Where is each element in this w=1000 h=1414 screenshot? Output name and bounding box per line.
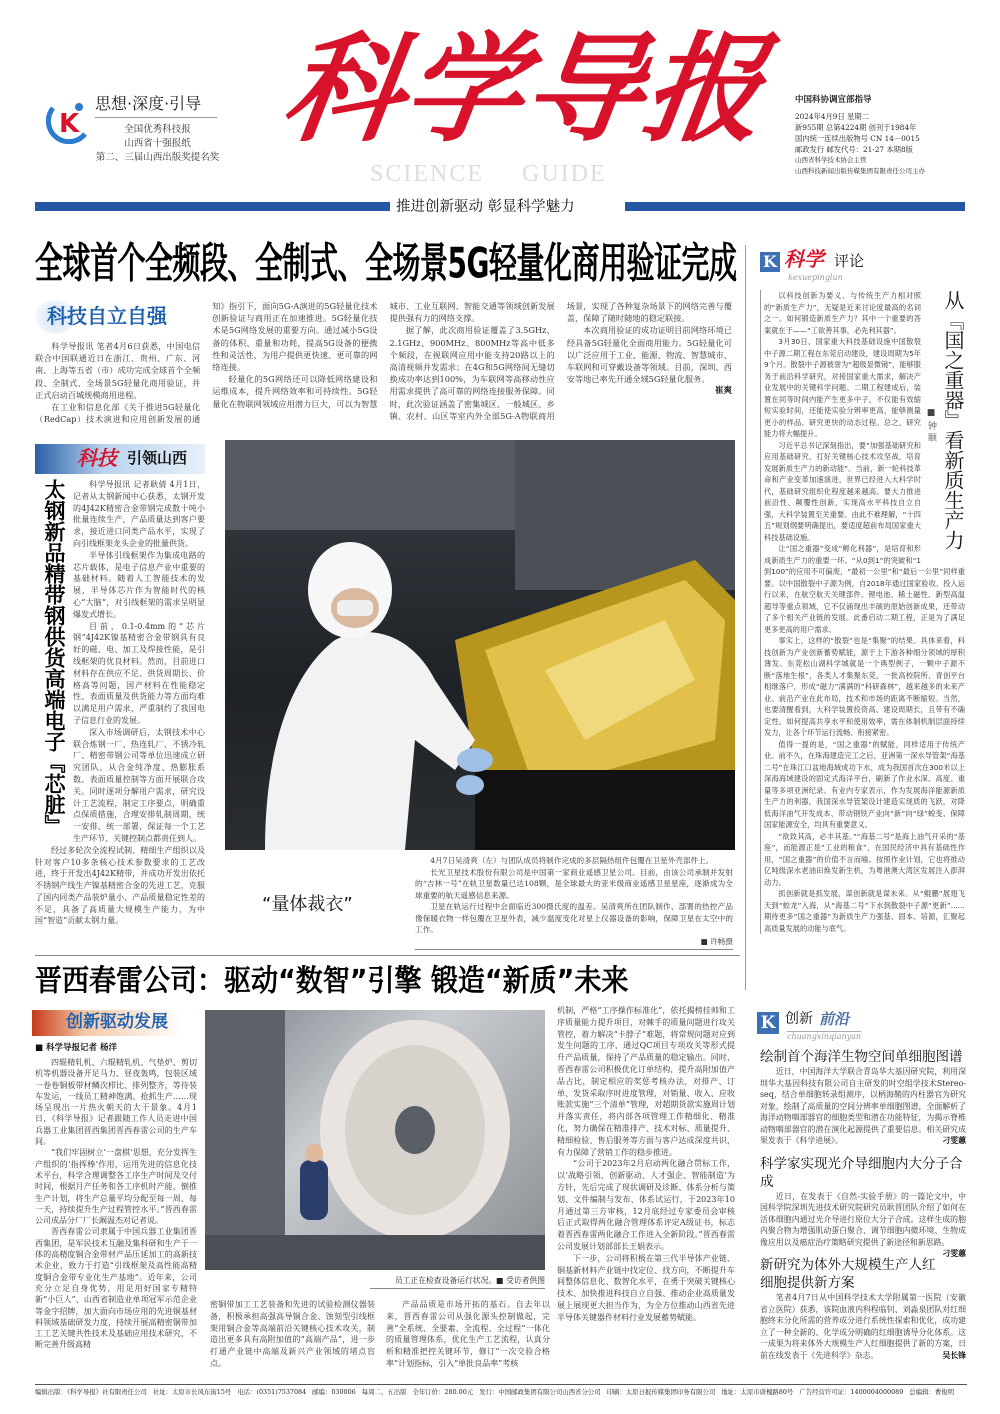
commentary-author: ■ 钟 颐 <box>926 408 936 442</box>
headline-taigang: 太钢新品精带钢供货高端电子『芯脏』 <box>42 479 66 836</box>
headline-5g: 全球首个全频段、全制式、全场景5G轻量化商用验证完成 <box>35 238 737 288</box>
svg-text:K: K <box>59 109 80 139</box>
news-item: 科学家实现光介导细胞内大分子合成 近日，在发表于《自然-实验手册》的一篇论文中，中国科学院深圳先进技术研究院研究员耿晋团队介绍了如何在活体细胞内通过光介导进行原位大分子合成。这样生成的胞内聚合物为增强肌动蛋白聚合、调节细胞内微环境、生物成像应用以及癌症治疗策略研究提供了新途径和新思路。 刁雯蕙 <box>760 1155 966 1258</box>
footer: 编辑出版：《科学导报》社有限责任公司 社址：太原市长风东街15号 电话：(0351)7537084 邮编：030006 每周二、五出版 全年订价：280.00元 发行：中国邮政集团有限公司山西省分公司 印刷：太原日报传媒集团印务有限公司 地址：太原市唐槐路80号 广告经营许可证：1400004000089 总编辑：曹俊明 <box>35 1384 967 1397</box>
masthead-bar-left <box>35 202 390 211</box>
article-jinxi-col2: 密铜带加工工艺装备和先进的试验检测仪器装备，积极承担高强高导铜合金、蚀刻型引线框架用铜合金等高端前沿关键核心技术攻关，制造出更多具有高附加值的“高端产品”，进一步打通产业链中高端及新兴产业领域的堵点盲点。 <box>210 1300 375 1368</box>
news-item: 新研究为体外大规模生产人红细胞提供新方案 笔者4月7日从中国科学技术大学附属第一医院（安徽省立医院）获悉，该院血液内科程临钊、刘淼泉团队对红细胞终末分化所需的营养成分进行系统性探索和优化，成功建立了一种全新的、化学成分明确的红细胞诱导分化体系。这一成果为将来体外大规模生产人红细胞提供了新的方案，日前在线发表于《先进科学》杂志。 吴长锋 <box>760 1257 966 1360</box>
newspaper-title-en: SCIENCE GUIDE <box>370 161 607 187</box>
news-author: 吴长锋 <box>942 1350 966 1360</box>
masthead-logo <box>45 98 91 144</box>
photo-rolling-mill <box>205 1010 545 1270</box>
masthead-slogan: 推进创新驱动 彰显科学魅力 <box>396 199 575 215</box>
section-divider <box>35 955 740 956</box>
masthead-info: 中国科协调宣部指导 2024年4月9日 星期二 新955期 总第4224期 创刊于1984年 国内统一连续出版物号 CN 14－0015 邮政发行 邮发代号：21-27 本期8版 山西省科学技术协会主管 山西科技新闻出版传媒集团有限责任公司主办 <box>795 95 925 175</box>
article-taigang: 太钢新品精带钢供货高端电子『芯脏』 科学导报讯 记者耿倩 4月1日，记者从太钢新闻中心获悉，太钢开发的4J42K精密合金带钢完成数十吨小批量连续生产，产品质量达到客户要求，接近进口同类产品水平，实现了向引线框架龙头企业的批量供货。 半导体引线框架作为集成电路的芯片载体，是电子信息产业中重要的基础材料。随着人工智能技术的发展，半导体芯片作为智能时代的核心“大脑”，对引线框架的需求呈明显爆发式增长。 目前，0.1-0.4mm的“芯片钢”4J42K镍基精密合金带钢具有良好的磁、电、加工及焊接性能，是引线框架的优良材料。然而，目前进口材料存在供应不足、供货周期长、价格高等问题，国产材料在性能稳定性、表面质量及供货能力等方面均难以满足用户需求，严重制约了我国电子信息行业的发展。 深入市场调研后，太钢技术中心联合炼钢一厂、热连轧厂、不锈冷轧厂、精密带钢公司等单位迅速成立研究团队，从合金纯净度、热膨胀系数、表面质量控制等方面开展联合攻关。同时逐项分解用户需求，研究设计工艺流程，制定工序要点，明确重点保质措施，合理安排轧制周期，统一安排、统一部署，保证每一个工艺生产环节、关键控制点都责任到人。 经过多轮次全流程试制、精细生产组织以及针对客户10多条核心技术参数要求的工艺改进，终于开发出4J42K精带，并成功开发出依托不锈钢产线生产镍基精密合金的先进工艺，克服了国内同类产品装炉量小、产品质量稳定性差的不足，具备了高质量大规模生产能力，为中国“智造”贡献太钢力量。 <box>35 479 205 926</box>
frontier-header: K 创新 前沿 chuangxinqianyan <box>757 1010 907 1044</box>
section-label-self-reliance: 科技自立自强 <box>35 300 200 334</box>
photo-satellite-insulation <box>225 440 735 850</box>
news-author: 刁雯蕙 <box>942 1136 966 1145</box>
photo2-caption: 员工正在检查设备运行状况。■ 受访者供图 <box>370 1275 545 1289</box>
masthead-honors: 全国优秀科技报 山西省十强报纸 第二、三届山西出版奖提名奖 <box>95 124 220 163</box>
section-label-shanxi: 科技 引领山西 <box>35 444 205 474</box>
masthead-motto: 思想·深度·引导 <box>95 94 217 118</box>
commentary-body: ■ 钟 颐 以科技创新为要义、与传统生产力相对照的“新质生产力”，无疑是近来讨论度最高的名词之一。如何锻造新质生产力？其中一个重要的答案就在于——“工欲善其事，必先利其器”。 3月30日，国家重大科技基础设施中国散裂中子源二期工程在东莞启动建设，建设周期为5年9个月。散裂中子源被誉为“超级显微镜”，能够服务于前沿科学研究，对接国家重大需求，解决产业发展中的关键科学问题。二期工程建成后，装置在同等时间内能产生更多中子，不仅能有效缩短实验时间，还能使实验分辨率更高，能够测量更小的样品、研究更快的动态过程。总之，研究能力将大幅提升。 习近平总书记深刻指出，要“加强基础研究和应用基础研究，打好关键核心技术攻坚战，培育发展新质生产力的新动能”。当前，新一轮科技革命和产业变革加速演进，世界已经进入大科学时代，基础研究组织化程度越来越高。要大力推进前沿性、颠覆性创新，实现高水平科技自立自强，大科学装置至关重要。由此不难理解，“十四五”规划纲要明确提出，要适度超前布局国家重大科技基础设施。 让“国之重器”变成“孵化利器”，是培育和形成新质生产力的重要一环。“从0到1”的突破和“1到100”的应用不可偏废，“最初一公里”和“最后一公里”同样重要。以中国散裂中子源为例，自2018年通过国家验收、投入运行以来，在航空航天关键部件、锂电池、稀土磁性、新型高温超导等重点领域，它不仅涌现出丰硕的原始创新成果，还带动了多个相关产业链的发展。此番启动二期工程，正是为了满足更多更高的用户需求。 事实上，这样的“散裂”也是“集聚”的结果。具体来看，科技创新为产业创新蓄势赋能，源于上下游各种细分领域的厚积薄发。东莞松山湖科学城就是一个典型例子，一颗中子源不断“落地生根”，各类人才集聚东莞，一批高校院所、青创平台相继落户，形成“磁力”满满的“科研森林”，越来越多的未来产业、前沿产业在此布局，技术和市场的距离不断缩短。当然，也要清醒看到，大科学装置投资高、建设周期长，且带有不确定性。如何提高共享水平和使用效率，需在体制机制层面持续发力，让各个环节运行流畅、衔接紧密。 值得一提的是，“国之重器”的赋能，同样适用于传统产业。前不久，在珠海建造完工之后，亚洲第一深水导管架“海基二号”在珠江口盆地海域成功下水，成为我国首次在300米以上深海海域建设的固定式海洋平台，刷新了作业水深、高度、重量等多项亚洲纪录。有业内专家表示，作为发展海洋能源新质生产力的利器，我国深水导管架设计建造实现质的飞跃，对降低海洋油气开发成本、带动钢铁产业向“新”向“绿”蜕变、保障国家能源安全，均具有重要意义。 “欲致其高，必丰其基。”“海基二号”是海上油气开采的“基座”，而能源正是“工业的粮食”，在国民经济中具有基础性作用，“国之重器”的价值不言而喻。按照作业计划，它也将推动亿吨级深水老油田焕发新生机，为粤港澳大湾区发展注入澎湃动力。 抓创新就是抓发展，谋创新就是谋未来。从“鲲鹏”展翅飞天到“蛟龙”入海，从“海基二号”下水到散裂中子源“更新”……期待更多“国之重器”为新质生产力强基、固本、培源，汇聚起高质量发展的动能与底气。 <box>760 290 965 934</box>
news-author: 刁雯蕙 <box>942 1249 966 1258</box>
article-jinxi-col1: 四辊精轧机、六辊精轧机、气垫炉、剪切机等机器设备开足马力、昼夜轰鸣，包装区域一卷卷铜板带材鳞次栉比、排列整齐，等待装车发运，一线员工精神饱满、抢抓生产……现场呈现出一片热火朝天的大干景象。4月1日，《科学导报》记者跟随工作人员走进中国兵器工业集团晋西集团晋西春雷公司的生产车间。 “我们牢固树立‘一盘棋’思想，充分发挥生产组织的‘指挥棒’作用，运用先进的信息化技术平台，科学合理调整各工序生产时间及交付时间，根据月产任务和各工序机时产能，倒推生产计划，将生产总量平均分配至每一周、每一天，持续提升生产过程管控水平。”晋西春雷公司成品分厂厂长阚温杰对记者说。 晋西春雷公司隶属于中国兵器工业集团晋西集团，是军民技术互融及集科研和生产于一体的高精度铜合金带材产品压延加工的高新技术企业，致力于打造“引线框架及高性能高精度铜合金带专业化生产基地”。近年来，公司充分立足自身优势，用足用好国家专精特新“小巨人”、山西省制造业单项冠军示范企业等金字招牌，加大面向市场应用的先进铜基材料领域基础研发力度，持续开展高精密铜带加工工艺关键共性技术及基础应用技术研究，不断完善升级高精 <box>35 1058 197 1350</box>
article-5g: 科技自立自强 科学导报讯 笔者4月6日获悉，中国电信联合中国联通近日在浙江、贵州、广东、河南、上海等五省（市）成功完成全球首个全频段、全制式、全场景5G轻量化商用验证，并正式启动百城规模商用进程。 在工业和信息化部《关于推进5G轻量化（RedCap）技术演进和应用创新发展的通知》指引下，面向5G-A演进的5G轻量化技术创新验证与商用正在加速推进。5G轻量化技术是5G网络发展的重要方向。通过减小5G设备的体积、重量和功耗，提高5G设备的便携性和灵活性，为用户提供更快速、更可靠的网络连接。 轻量化的5G网络还可以降低网络建设和运维成本，提升网络效率和可持续性。5G轻量化在物联网领域应用潜力巨大，可以为智慧城市、工业互联网、智能交通等领域创新发展提供强有力的网络支撑。 据了解，此次商用验证覆盖了3.5GHz、2.1GHz、900MHz、800MHz等高中低多个频段，在视联网应用中能支持20路以上的高清视频并发需求；在4G和5G网络间无缝切换成功率达到100%，为车联网等高移动性应用需求提供了高可靠的网络连接服务保障。同时，此次验证涵盖了密集城区、一般城区、乡镇、农村、山区等室内外全部5G-A物联商用场景，实现了各种复杂场景下的网络完善与覆盖，保障了随时随地的稳定联接。 本次商用验证的成功证明目前网络环境已经具备5G轻量化全面商用能力。5G轻量化可以广泛应用于工业、能源、物流、智慧城市、车联网和可穿戴设备等领域。目前，深圳、西安等地已率先开通全域5G轻量化服务。 崔爽 <box>35 301 732 425</box>
article-jinxi-col4: 机制，严格“工序操作标准化”，依托揭榜挂帅和工序质量能力提升项目，对棘手的质量问题进行攻关管控，着力解决“卡脖子”难题，将常规问题对应到发生问题的工序，通过QC项目专项攻关等形式提升产品质量，保持了产品质量的稳定输出。同时，晋西春雷公司积极优化订单结构，提升高附加值产品占比，制定相应的奖惩考核办法，对排产、订单、发货采取序时进度管理，对销量、收入、应收账款实施“三个清单”管理，对超期货款实施周计划并落实责任，将内部各项管理工作精细化、精准化，努力确保在精准排产、技术对标、质量提升、精细检验、售后服务等方面与客户达成深度共识，有力保障了营销工作的稳步推进。 “公司于2023年2月启动两化融合贯标工作，以‘战略引领、创新驱动、人才强企、智能制造’为方针，先后完成了现状调研及诊断、体系分析与策划、文件编制与发布、体系试运行，于2023年10月通过第三方审核，12月底经过专家委员会审核后正式取得两化融合管理体系评定A级证书，标志着晋西春雷两化融合工作进入全新阶段。”晋西春雷公司发展计划部部长王娟表示。 下一步，公司将积极在第三代半导体产业链、铜基新材料产业链中找定位、找方向，不断提升车间整体信息化、数智化水平，在勇于突破关键核心技术、加快推进科技自立自强、推动企业高质量发展上展现更大担当作为，为全方位推动山西省先进半导体关键器件材料行业发展蓄势赋能。 <box>557 1006 735 1322</box>
headline-jinxi: 晋西春雷公司：驱动“数智”引擎 锻造“新质”未来 <box>35 964 629 999</box>
section-label-innovation: 创新驱动发展 <box>32 1010 182 1036</box>
masthead-bar-right <box>625 202 965 211</box>
newspaper-title: 科学导报 <box>275 19 775 158</box>
commentary-header: K 科学 评论 kexuepinglun <box>760 248 900 286</box>
column-divider <box>745 245 746 990</box>
commentary-title: 从『国之重器』看新质生产力 <box>941 290 965 550</box>
frontier-news <box>760 1040 966 1361</box>
news-item: 绘制首个海洋生物空间单细胞图谱 近日，中国海洋大学联合青岛华大基因研究院，利用深圳华大基因科技有限公司自主研发的时空组学技术Stereo-seq，结合单细胞转录组测序，以柄海鞘的内柱器官为研究对象，绘制了高质量的空间分辨率单细胞图谱，全面解析了海洋动物咽部器官的细胞类型和潜在功能特征，为揭示脊椎动物咽部器官的潜在演化起源提供了重要信息。相关研究成果发表于《科学进展》。 刁雯蕙 <box>760 1049 966 1145</box>
photo-caption-title: “量体裁衣” <box>262 894 353 915</box>
article-jinxi-col3: 产品品质是市场开拓的基石。自去年以来，晋西春雷公司从强化源头控制做起，完善“全系统、全要素、全流程、全过程”一体化的质量管理体系，优化生产工艺流程，认真分析和精准把控关键环节，修订“一次交验合格率”计划指标，引入“单批良品率”考核 <box>386 1300 550 1368</box>
byline: ■ 科学导报记者 杨洋 <box>35 1043 117 1053</box>
author: 崔爽 <box>714 386 732 397</box>
photo-caption: 4月7日吴清爽（左）与团队成员将制作完成的多层隔热组件包覆在卫星外壳部件上。 长光卫星技术股份有限公司是中国第一家商业遥感卫星公司。目前，由该公司承制并发射的“吉林一号”在轨卫星数量已达108颗，是全球最大的亚米级商业遥感卫星星座，逐渐成为全球重要的航天遥感信息来源。 卫星在轨运行过程中会面临近300摄氏度的温差。吴清爽所在团队制作、部署的热控产品像保暖衣物一样包覆在卫星外表，减少温度变化对星上仪器设备的影响，保障卫星在太空中的工作。 ■ 许畅摄 <box>415 855 733 950</box>
